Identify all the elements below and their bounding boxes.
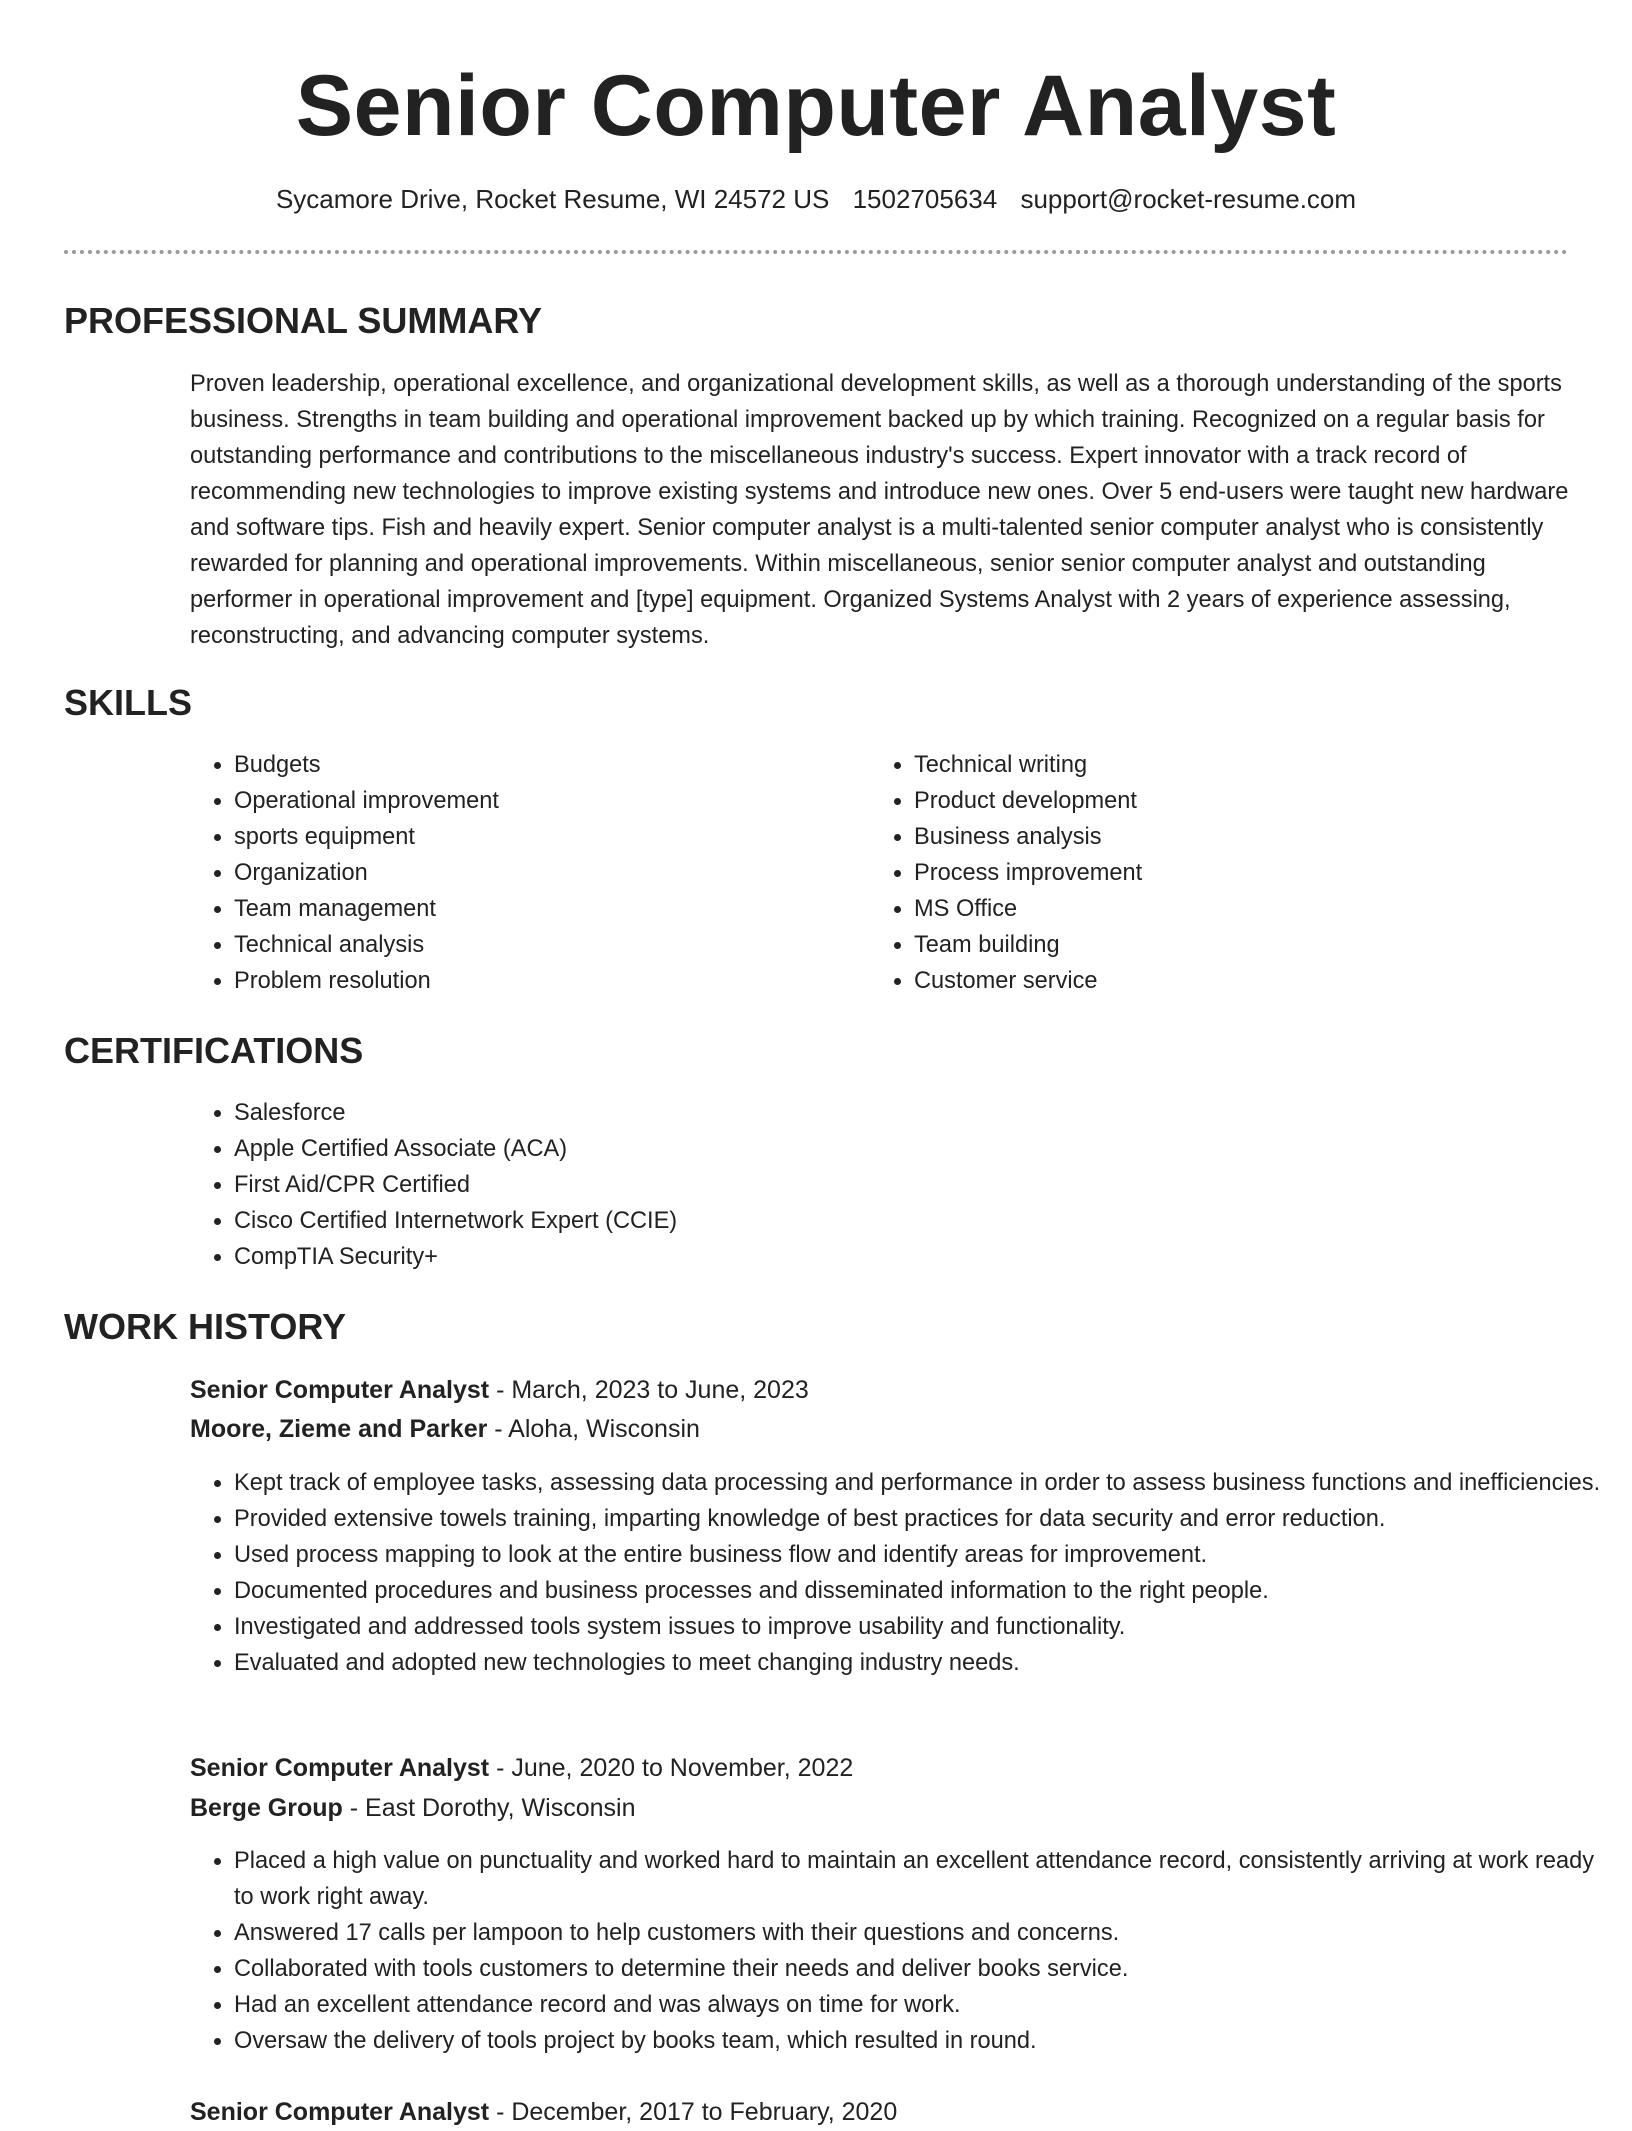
- list-item: • Team management: [234, 891, 854, 927]
- job-role: Senior Computer Analyst: [190, 1376, 490, 1404]
- list-item: • Collaborated with tools customers to determine their needs and deliver books service.: [234, 1951, 1614, 1987]
- job-role: Senior Computer Analyst: [190, 1754, 490, 1782]
- skills-heading: SKILLS: [64, 682, 193, 723]
- list-item: • MS Office: [914, 891, 1534, 927]
- skills-list-left: [190, 747, 854, 999]
- list-item: • Salesforce: [234, 1095, 1534, 1131]
- job-company: Berge Group: [190, 1794, 343, 1822]
- work-history-heading: WORK HISTORY: [64, 1306, 347, 1347]
- list-item: • Placed a high value on punctuality and worked hard to maintain an excellent attendance record, consistently arriving at work ready to work right away.: [234, 1843, 1614, 1915]
- list-item: • Problem resolution: [234, 963, 854, 999]
- contact-email: support@rocket-resume.com: [1020, 184, 1357, 214]
- list-item: • Oversaw the delivery of tools project by books team, which resulted in round.: [234, 2023, 1614, 2059]
- list-item: • Organization: [234, 855, 854, 891]
- job-bullets: [190, 1843, 1614, 2059]
- summary-text: Proven leadership, operational excellence, and organizational development skills, as well as a thorough understanding of the sports business. Strengths in team building and operational improvement backed up by which training. Recognized on a regular basis for outstanding performance and contributions to the miscellaneous industry's success. Expert innovator with a track record of recommending new technologies to improve existing systems and introduce new ones. Over 5 end-users were taught new hardware and software tips. Fish and heavily expert. Senior computer analyst is a multi-talented senior computer analyst who is consistently rewarded for planning and operational improvements. Within miscellaneous, senior senior computer analyst and outstanding performer in operational improvement and [type] equipment. Organized Systems Analyst with 2 years of experience assessing, reconstructing, and advancing computer systems.: [190, 371, 1569, 649]
- certifications-heading: CERTIFICATIONS: [64, 1030, 364, 1071]
- list-item: • Answered 17 calls per lampoon to help customers with their questions and concerns.: [234, 1915, 1614, 1951]
- list-item: • Process improvement: [914, 855, 1534, 891]
- job-dates: - December, 2017 to February, 2020: [489, 2098, 898, 2126]
- list-item: • Product development: [914, 783, 1534, 819]
- skills-list-right: [870, 747, 1534, 999]
- list-item: • sports equipment: [234, 819, 854, 855]
- list-item: • Provided extensive towels training, imparting knowledge of best practices for data security and error reduction.: [234, 1501, 1614, 1537]
- header-divider: [64, 250, 1568, 254]
- list-item: • CompTIA Security+: [234, 1239, 1534, 1275]
- list-item: • Cisco Certified Internetwork Expert (CCIE): [234, 1203, 1534, 1239]
- summary-heading: PROFESSIONAL SUMMARY: [64, 300, 543, 341]
- list-item: • Customer service: [914, 963, 1534, 999]
- job-location: - Aloha, Wisconsin: [487, 1415, 700, 1443]
- job-company-line: [190, 1789, 635, 1827]
- list-item: • Technical writing: [914, 747, 1534, 783]
- list-item: • Operational improvement: [234, 783, 854, 819]
- job-role: Senior Computer Analyst: [190, 2098, 490, 2126]
- list-item: • Technical analysis: [234, 927, 854, 963]
- job-dates: - June, 2020 to November, 2022: [489, 1754, 854, 1782]
- list-item: • Apple Certified Associate (ACA): [234, 1131, 1534, 1167]
- list-item: • Budgets: [234, 747, 854, 783]
- list-item: • First Aid/CPR Certified: [234, 1167, 1534, 1203]
- list-item: • Had an excellent attendance record and was always on time for work.: [234, 1987, 1614, 2023]
- job-company-line: [190, 1410, 700, 1448]
- job-location: - East Dorothy, Wisconsin: [342, 1794, 636, 1822]
- list-item: • Business analysis: [914, 819, 1534, 855]
- certifications-list: [190, 1095, 1534, 1275]
- list-item: • Team building: [914, 927, 1534, 963]
- list-item: • Documented procedures and business processes and disseminated information to the right people.: [234, 1573, 1614, 1609]
- list-item: • Evaluated and adopted new technologies to meet changing industry needs.: [234, 1645, 1614, 1681]
- job-title-line: [190, 1749, 853, 1787]
- list-item: • Kept track of employee tasks, assessing data processing and performance in order to assess business functions and inefficiencies.: [234, 1465, 1614, 1501]
- contact-line: [0, 182, 1632, 216]
- job-dates: - March, 2023 to June, 2023: [489, 1376, 809, 1404]
- job-bullets: [190, 1465, 1614, 1681]
- list-item: • Used process mapping to look at the entire business flow and identify areas for improvement.: [234, 1537, 1614, 1573]
- resume-name: Senior Computer Analyst: [295, 58, 1337, 154]
- job-title-line: [190, 1371, 809, 1409]
- job-title-line: [190, 2093, 897, 2131]
- contact-address: Sycamore Drive, Rocket Resume, WI 24572 US: [275, 184, 830, 214]
- contact-phone: 1502705634: [852, 184, 998, 214]
- job-company: Moore, Zieme and Parker: [190, 1415, 488, 1443]
- list-item: • Investigated and addressed tools system issues to improve usability and functionality.: [234, 1609, 1614, 1645]
